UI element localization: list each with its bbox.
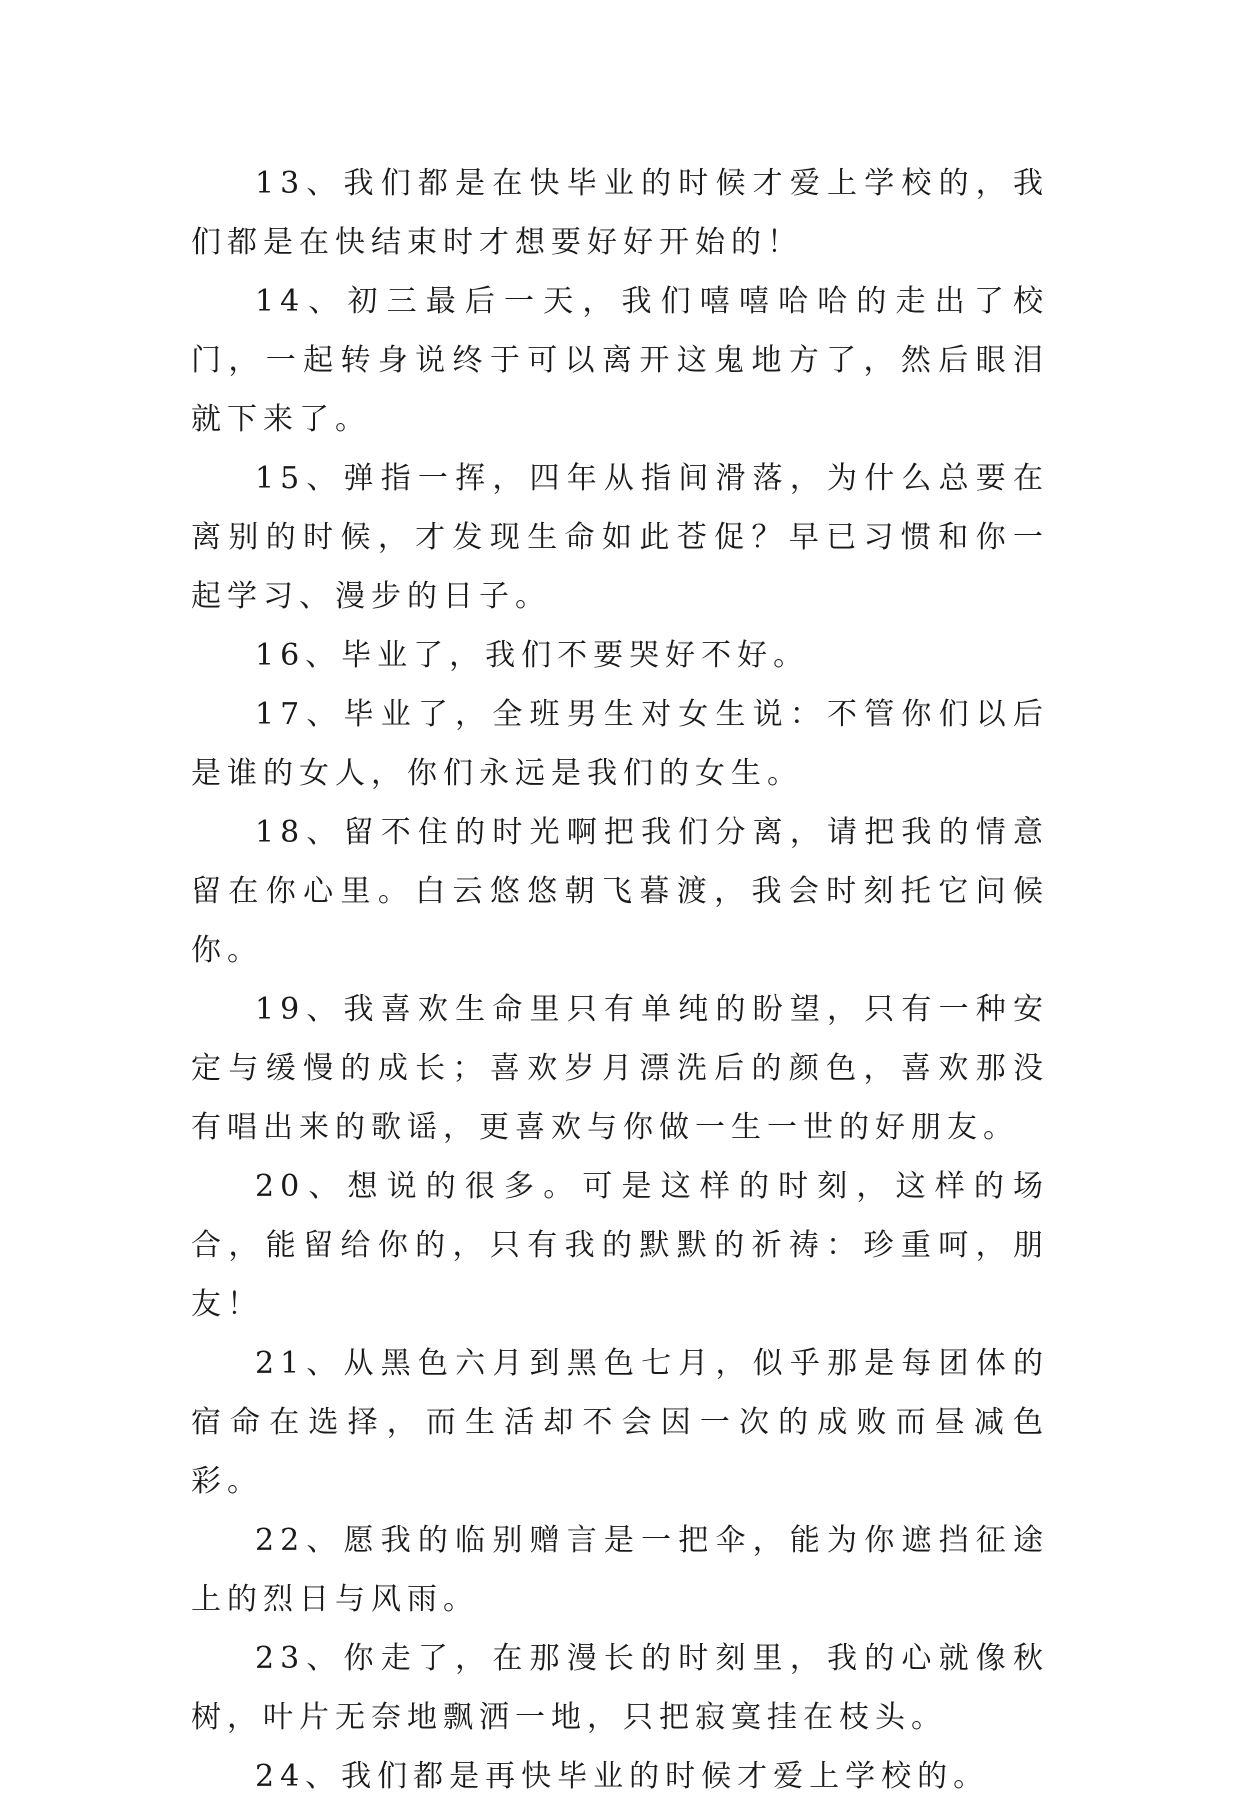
paragraph-24: 24、我们都是再快毕业的时候才爱上学校的。: [255, 1759, 990, 1794]
paragraph-17: 17、毕业了，全班男生对女生说：不管你们以后是谁的女人，你们永远是我们的女生。: [191, 697, 1049, 791]
paragraph-22: 22、愿我的临别赠言是一把伞，能为你遮挡征途上的烈日与风雨。: [191, 1523, 1049, 1617]
paragraph-18: 18、留不住的时光啊把我们分离，请把我的情意留在你心里。白云悠悠朝飞暮渡，我会时刻托它问候你。: [191, 815, 1049, 968]
paragraph-14: 14、初三最后一天，我们嘻嘻哈哈的走出了校门，一起转身说终于可以离开这鬼地方了，然后眼泪就下来了。: [191, 284, 1049, 437]
paragraph-19: 19、我喜欢生命里只有单纯的盼望，只有一种安定与缓慢的成长；喜欢岁月漂洗后的颜色，喜欢那没有唱出来的歌谣，更喜欢与你做一生一世的好朋友。: [191, 992, 1049, 1145]
paragraph-15: 15、弹指一挥，四年从指间滑落，为什么总要在离别的时候，才发现生命如此苍促？早已习惯和你一起学习、漫步的日子。: [191, 461, 1049, 614]
document-body: [191, 154, 1049, 1806]
paragraph-23: 23、你走了，在那漫长的时刻里，我的心就像秋树，叶片无奈地飘洒一地，只把寂寞挂在枝头。: [191, 1641, 1049, 1735]
paragraph-21: 21、从黑色六月到黑色七月，似乎那是每团体的宿命在选择，而生活却不会因一次的成败而昼减色彩。: [191, 1346, 1049, 1499]
paragraph-20: 20、想说的很多。可是这样的时刻，这样的场合，能留给你的，只有我的默默的祈祷：珍重呵，朋友！: [191, 1169, 1049, 1322]
paragraph-16: 16、毕业了，我们不要哭好不好。: [255, 638, 810, 673]
paragraph-13: 13、我们都是在快毕业的时候才爱上学校的，我们都是在快结束时才想要好好开始的！: [191, 166, 1049, 260]
